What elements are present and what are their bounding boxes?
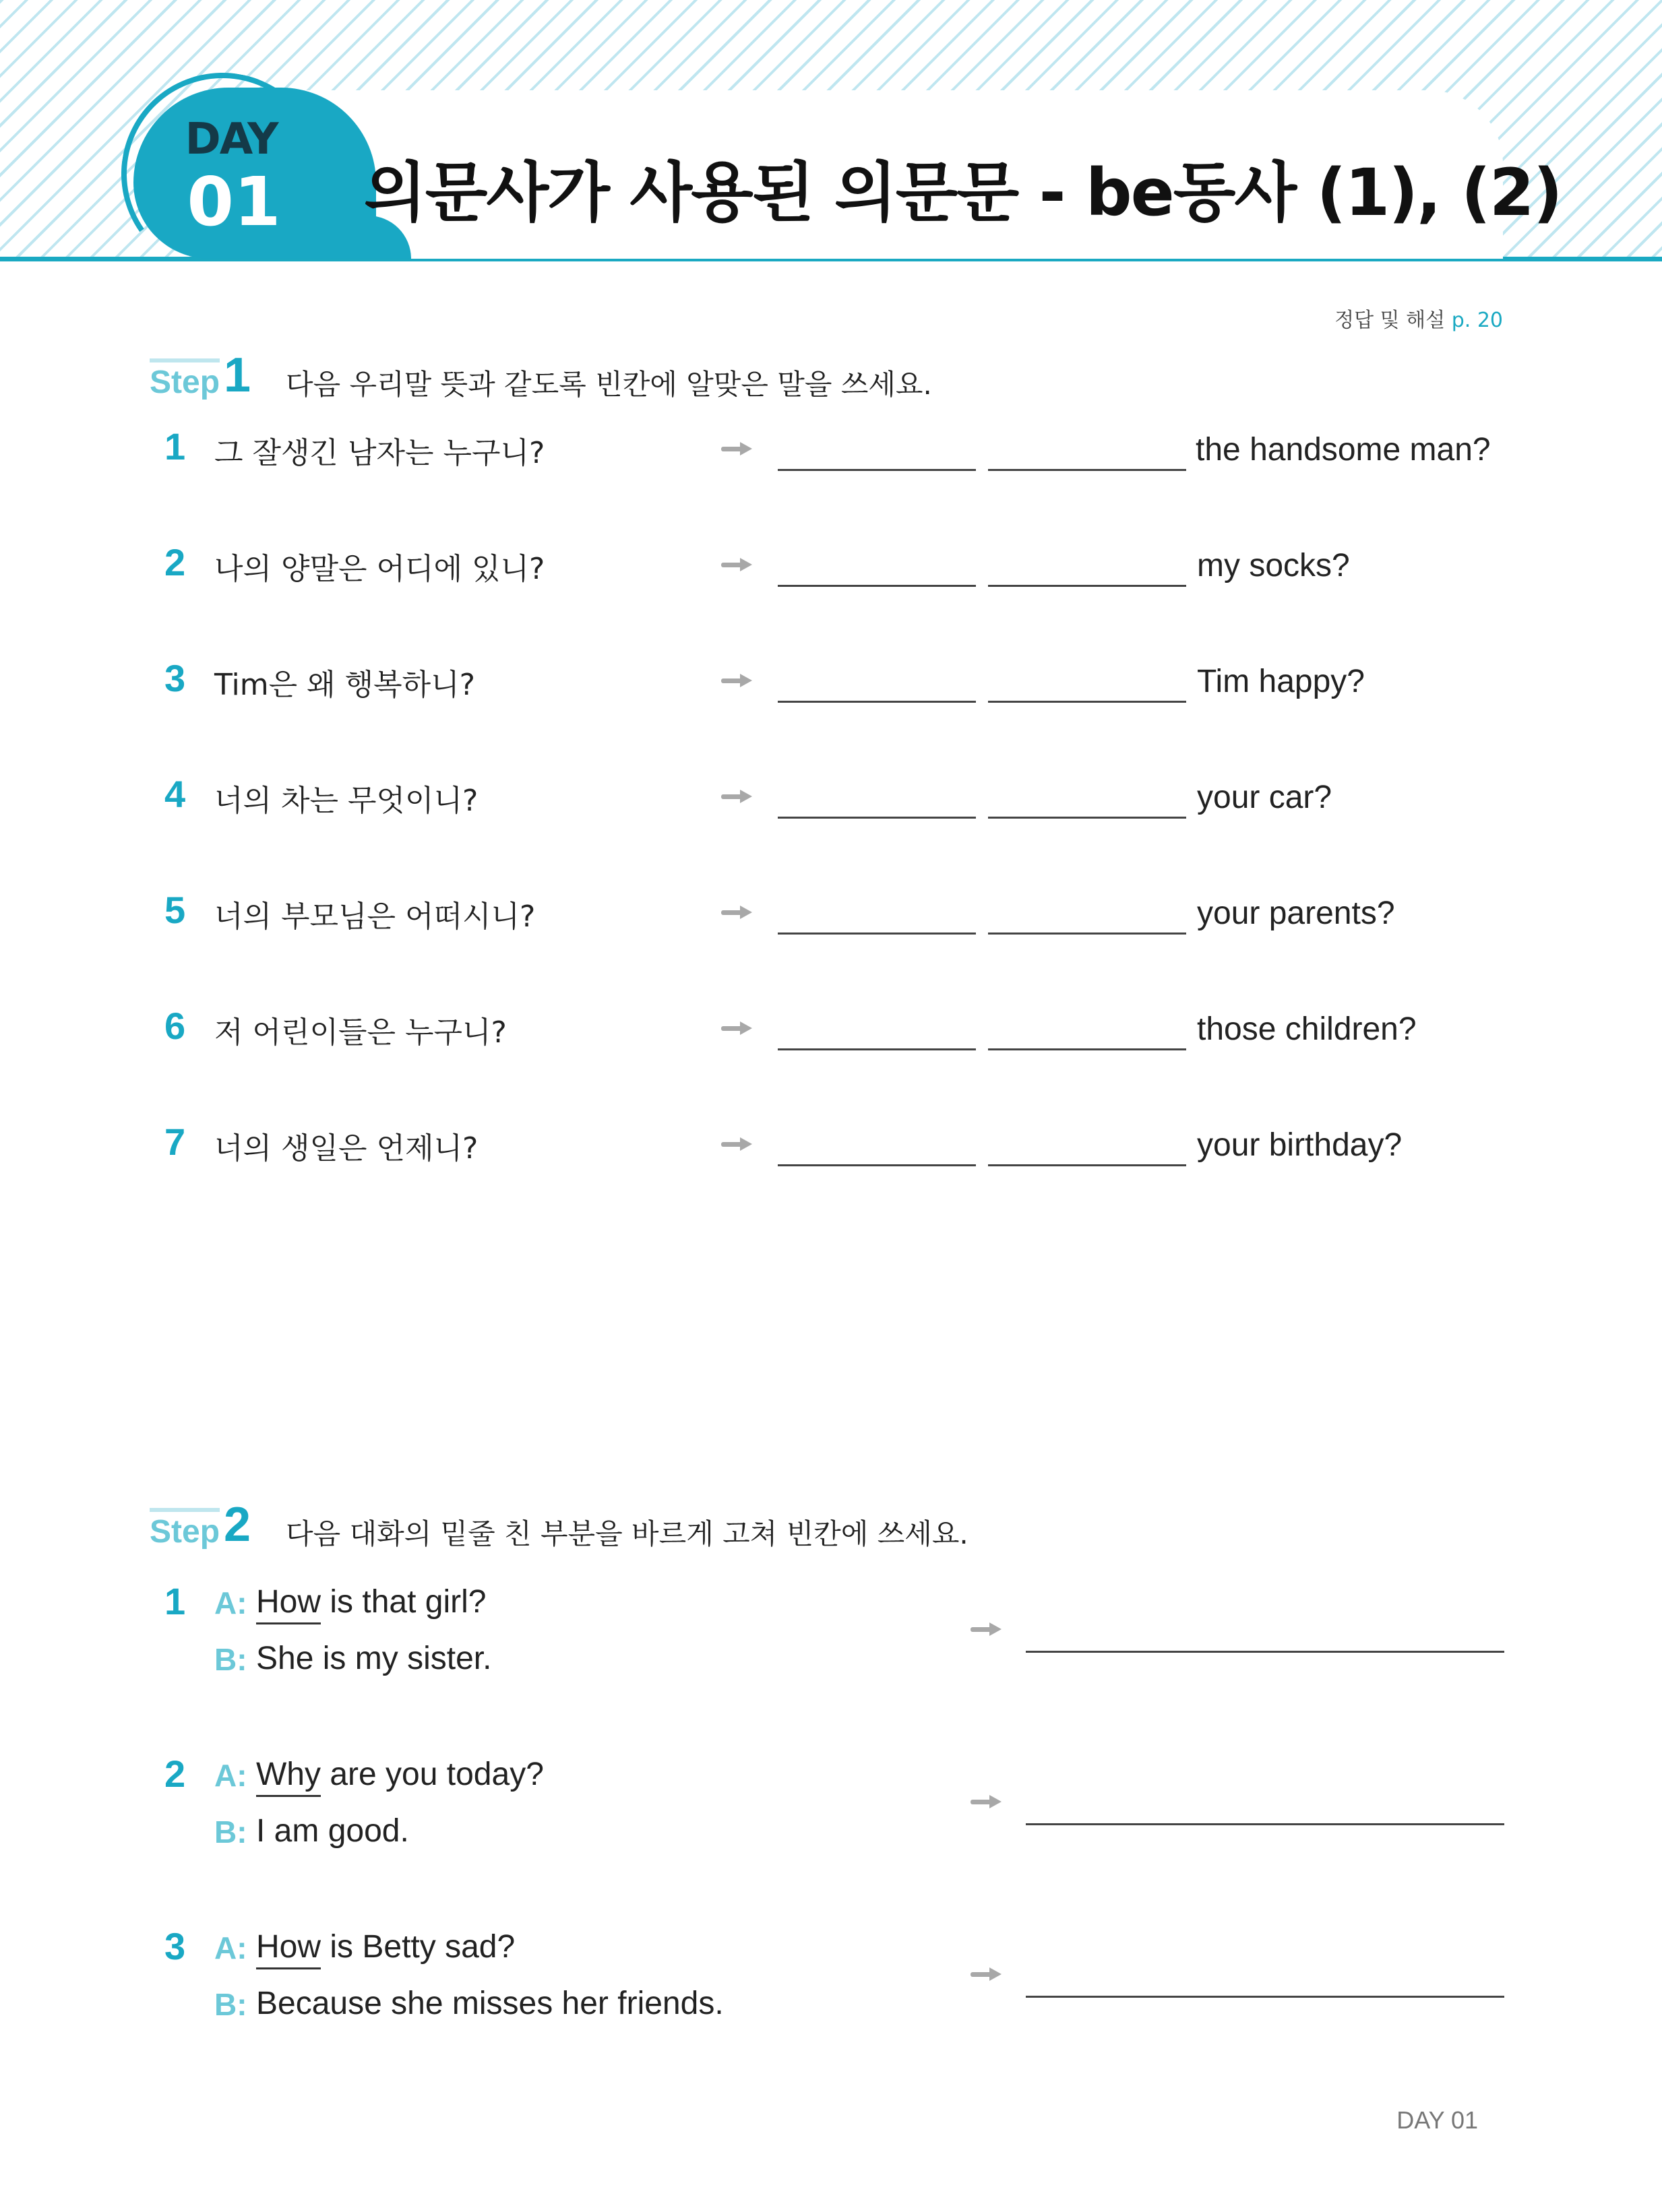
answer-blank[interactable] bbox=[988, 1164, 1186, 1166]
dialogue-line-a-rest: is Betty sad? bbox=[321, 1929, 516, 1965]
day-label: DAY bbox=[185, 115, 278, 164]
arrow-icon bbox=[721, 1021, 756, 1035]
speaker-b-label: B: bbox=[214, 1642, 247, 1677]
step1-item-korean: 나의 양말은 어디에 있니? bbox=[214, 552, 545, 586]
answer-blank[interactable] bbox=[1026, 1996, 1504, 1998]
day-number: 01 bbox=[187, 162, 281, 241]
answer-blank[interactable] bbox=[778, 933, 976, 935]
step2-word: Step bbox=[150, 1508, 220, 1552]
answer-blank[interactable] bbox=[988, 585, 1186, 587]
answer-blank[interactable] bbox=[778, 1048, 976, 1050]
step1-item-english: your birthday? bbox=[1197, 1127, 1403, 1163]
step1-item-number: 4 bbox=[164, 773, 186, 815]
answer-blank[interactable] bbox=[988, 701, 1186, 703]
step1-item-number: 6 bbox=[164, 1005, 186, 1047]
arrow-icon bbox=[721, 558, 756, 571]
dialogue-line-b: Because she misses her friends. bbox=[256, 1986, 724, 2021]
underlined-word: Why bbox=[256, 1759, 321, 1797]
step1-item-korean: 저 어린이들은 누구니? bbox=[214, 1015, 507, 1050]
step1-item-english: your car? bbox=[1197, 780, 1332, 815]
step2-item-number: 3 bbox=[164, 1925, 186, 1967]
step1-item-english: your parents? bbox=[1197, 895, 1395, 931]
step2-item-number: 2 bbox=[164, 1752, 186, 1795]
page-title: 의문사가 사용된 의문문 - be동사 (1), (2) bbox=[364, 155, 1562, 230]
answer-reference-page: p. 20 bbox=[1451, 309, 1503, 332]
step2-item-number: 1 bbox=[164, 1580, 186, 1622]
answer-blank[interactable] bbox=[778, 469, 976, 471]
step1-instruction: 다음 우리말 뜻과 같도록 빈칸에 알맞은 말을 쓰세요. bbox=[286, 368, 932, 401]
arrow-icon bbox=[721, 790, 756, 803]
answer-blank[interactable] bbox=[1026, 1823, 1504, 1825]
speaker-b-label: B: bbox=[214, 1987, 247, 2022]
step1-word: Step bbox=[150, 358, 220, 403]
answer-reference bbox=[1334, 303, 1503, 333]
arrow-icon bbox=[721, 906, 756, 919]
dialogue-line-a bbox=[256, 1756, 544, 1797]
arrow-icon bbox=[721, 442, 756, 455]
dialogue-line-a-rest: are you today? bbox=[321, 1757, 544, 1792]
speaker-a-label: A: bbox=[214, 1585, 247, 1620]
step1-item-number: 3 bbox=[164, 657, 186, 699]
step1-item-number: 2 bbox=[164, 541, 186, 583]
step1-item-number: 5 bbox=[164, 889, 186, 931]
answer-blank[interactable] bbox=[778, 1164, 976, 1166]
underlined-word: How bbox=[256, 1931, 321, 1969]
step1-number: 1 bbox=[224, 348, 251, 402]
speaker-b-label: B: bbox=[214, 1814, 247, 1850]
dialogue-line-b: I am good. bbox=[256, 1813, 409, 1849]
step2-number: 2 bbox=[224, 1498, 251, 1552]
arrow-icon bbox=[721, 1137, 756, 1151]
step1-item-number: 1 bbox=[164, 425, 186, 468]
arrow-icon bbox=[971, 1795, 1006, 1808]
answer-blank[interactable] bbox=[988, 817, 1186, 819]
step1-item-korean: 너의 차는 무엇이니? bbox=[214, 784, 479, 818]
answer-blank[interactable] bbox=[988, 933, 1186, 935]
answer-reference-text: 정답 및 해설 bbox=[1334, 309, 1446, 332]
step1-item-korean: 너의 생일은 언제니? bbox=[214, 1131, 479, 1166]
step1-item-korean: 그 잘생긴 남자는 누구니? bbox=[214, 436, 545, 470]
step1-item-korean: Tim은 왜 행복하니? bbox=[214, 668, 475, 702]
page-footer: DAY 01 bbox=[1396, 2106, 1478, 2134]
arrow-icon bbox=[721, 674, 756, 687]
step1-item-english: those children? bbox=[1197, 1011, 1417, 1047]
speaker-a-label: A: bbox=[214, 1930, 247, 1965]
answer-blank[interactable] bbox=[778, 817, 976, 819]
step1-item-number: 7 bbox=[164, 1120, 186, 1163]
step1-item-english: Tim happy? bbox=[1197, 664, 1365, 699]
dialogue-line-b: She is my sister. bbox=[256, 1641, 492, 1676]
answer-blank[interactable] bbox=[778, 701, 976, 703]
step1-item-english: the handsome man? bbox=[1196, 432, 1491, 468]
answer-blank[interactable] bbox=[1026, 1651, 1504, 1653]
arrow-icon bbox=[971, 1622, 1006, 1636]
underlined-word: How bbox=[256, 1586, 321, 1624]
dialogue-line-a bbox=[256, 1583, 486, 1624]
dialogue-line-a bbox=[256, 1928, 515, 1969]
answer-blank[interactable] bbox=[988, 469, 1186, 471]
speaker-a-label: A: bbox=[214, 1758, 247, 1793]
arrow-icon bbox=[971, 1967, 1006, 1981]
answer-blank[interactable] bbox=[988, 1048, 1186, 1050]
answer-blank[interactable] bbox=[778, 585, 976, 587]
step1-item-english: my socks? bbox=[1197, 548, 1350, 583]
dialogue-line-a-rest: is that girl? bbox=[321, 1584, 487, 1620]
step1-item-korean: 너의 부모님은 어떠시니? bbox=[214, 899, 536, 934]
step2-instruction: 다음 대화의 밑줄 친 부분을 바르게 고쳐 빈칸에 쓰세요. bbox=[286, 1517, 968, 1550]
